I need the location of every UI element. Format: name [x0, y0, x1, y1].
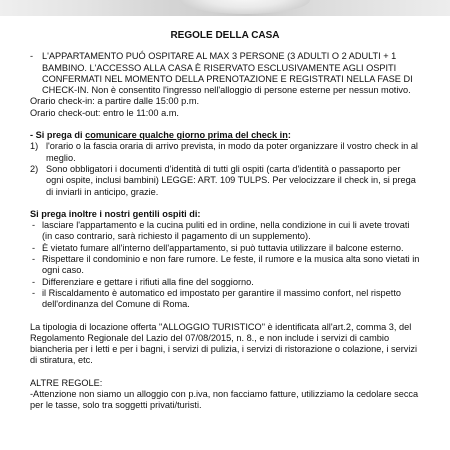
intro-paragraph [30, 51, 420, 96]
checkin-item-1: 1) l'orario o la fascia oraria di arrivo prevista, in modo da poter organizzare il vostro check in al meglio. [30, 141, 418, 163]
typology-paragraph: La tipologia di locazione offerta "ALLOGGIO TURISTICO" è identificata all'art.2, comma 3, del Regolamento Regionale del Lazio del 07/08/2015, n. 8., e non include i servizi di cambio biancheria per i letti e per i bagni, i servizi di pulizia, i servizi di ristorazione o colazione, i servizi di stiratura, etc. [30, 321, 418, 366]
guests-section-heading: Si prega inoltre i nostri gentili ospiti di: [30, 208, 201, 219]
guest-rule-1: - lasciare l'appartamento e la cucina puliti ed in ordine, nella condizione in cui li avete trovati (in caso contrario, sarà richiesto il pagamento di un supplemento). [32, 220, 410, 242]
other-rules-text: -Attenzione non siamo un alloggio con p.iva, non facciamo fatture, utilizziamo la cedolare secca per le tasse, solo tra soggetti privati/turisti. [30, 389, 419, 411]
guest-rule-5: - il Riscaldamento è automatico ed impostato per garantire il massimo confort, nel rispetto dell'ordinanza del Comune di Roma. [32, 287, 401, 310]
intro-text: L'APPARTAMENTO PUÓ OSPITARE AL MAX 3 PERSONE (3 ADULTI O 2 ADULTI + 1 BAMBINO. L'ACCESSO ALLA CASA È RISERVATO ESCLUSIVAMENTE AGLI OSPITI CONFERMATI NEL MOMENTO DELLA PRENOTAZIONE E REGISTRATI NELLA FASE DI CHECK-IN. Non è consentito l'ingresso nell'alloggio di persone esterne per nessun motivo. [42, 51, 413, 96]
checkin-item-2: 2) Sono obbligatori i documenti d'identità di tutti gli ospiti (carta d'identità o passaporto per ogni ospite, inclusi bambini) LEGGE: ART. 109 TULPS. Per velocizzare il check in, si prega di inviarli in anticipo, grazie. [30, 163, 416, 197]
other-rules-heading: ALTRE REGOLE: [30, 377, 103, 388]
header-photo [0, 0, 450, 16]
document-title: REGOLE DELLA CASA [170, 30, 280, 41]
rules-document [0, 22, 450, 412]
checkout-time: Orario check-out: entro le 11:00 a.m. [30, 107, 179, 118]
guest-rule-3: - Rispettare il condominio e non fare rumore. Le feste, il rumore e la musica alta sono vietati in ogni caso. [32, 254, 420, 276]
bullet-dash: - [30, 51, 34, 62]
checkin-section-heading: - Si prega di comunicare qualche giorno prima del check in: [30, 130, 291, 141]
guest-rule-4: - Differenziare e gettare i rifiuti alla fine del soggiorno. [32, 276, 254, 287]
checkin-time: Orario check-in: a partire dalle 15:00 p.m. [30, 96, 200, 107]
guest-rule-2: - È vietato fumare all'interno dell'appartamento, si può tuttavia utilizzare il balcone esterno. [32, 242, 404, 253]
header-photo-highlight [180, 0, 310, 14]
